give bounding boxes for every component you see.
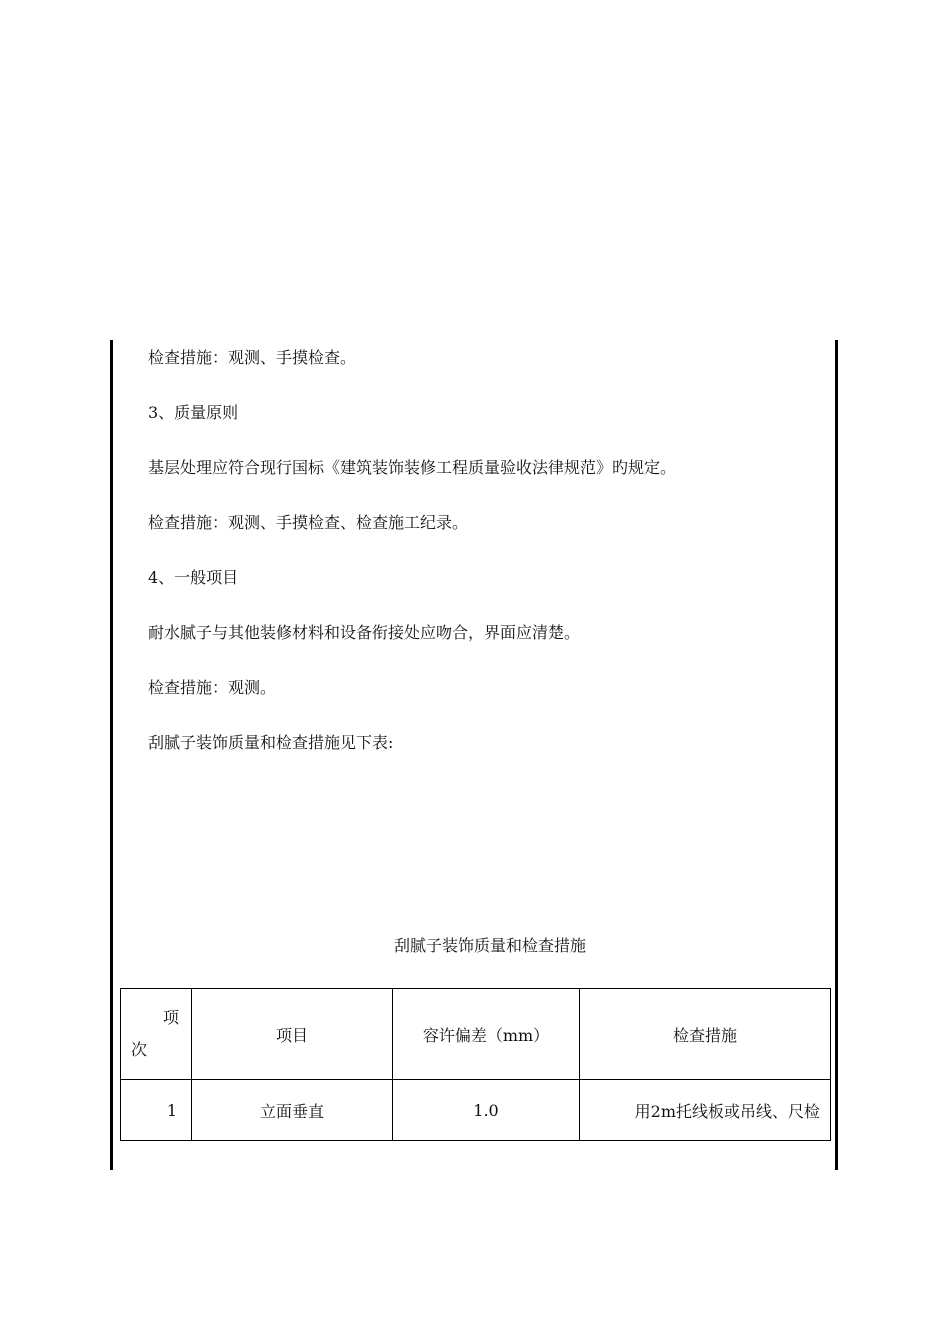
- table-row: [121, 1080, 831, 1141]
- table-title: 刮腻子装饰质量和检查措施: [393, 936, 586, 955]
- row-item: 立面垂直: [192, 1080, 393, 1141]
- paragraph-base-treatment: 基层处理应符合现行国标《建筑装饰装修工程质量验收法律规范》旳规定。: [148, 458, 677, 477]
- header-method: 检查措施: [580, 989, 831, 1080]
- paragraph-table-intro: 刮腻子装饰质量和检查措施见下表:: [148, 733, 394, 752]
- paragraph-putty-interface: 耐水腻子与其他装修材料和设备衔接处应吻合，界面应清楚。: [148, 623, 581, 642]
- header-index-bottom: 次: [131, 1040, 148, 1059]
- header-index-top: 项: [162, 1008, 179, 1027]
- quality-table: [120, 988, 831, 1141]
- page-border-left: [110, 340, 113, 1170]
- header-tolerance: 容许偏差（mm）: [393, 989, 580, 1080]
- heading-general-items: 4、一般项目: [148, 568, 239, 587]
- paragraph-inspection-2: 检查措施：观测、手摸检查、检查施工纪录。: [148, 513, 469, 532]
- paragraph-inspection-1: 检查措施：观测、手摸检查。: [148, 348, 357, 367]
- header-index-cell: [121, 989, 192, 1080]
- row-method: 用2m托线板或吊线、尺检: [580, 1080, 831, 1141]
- header-item: 项目: [192, 989, 393, 1080]
- page-border-right: [835, 340, 838, 1170]
- paragraph-inspection-3: 检查措施：观测。: [148, 678, 277, 697]
- row-index: 1: [121, 1080, 192, 1141]
- row-tolerance: 1.0: [393, 1080, 580, 1141]
- heading-quality-principle: 3、质量原则: [148, 403, 239, 422]
- table-header-row: [121, 989, 831, 1080]
